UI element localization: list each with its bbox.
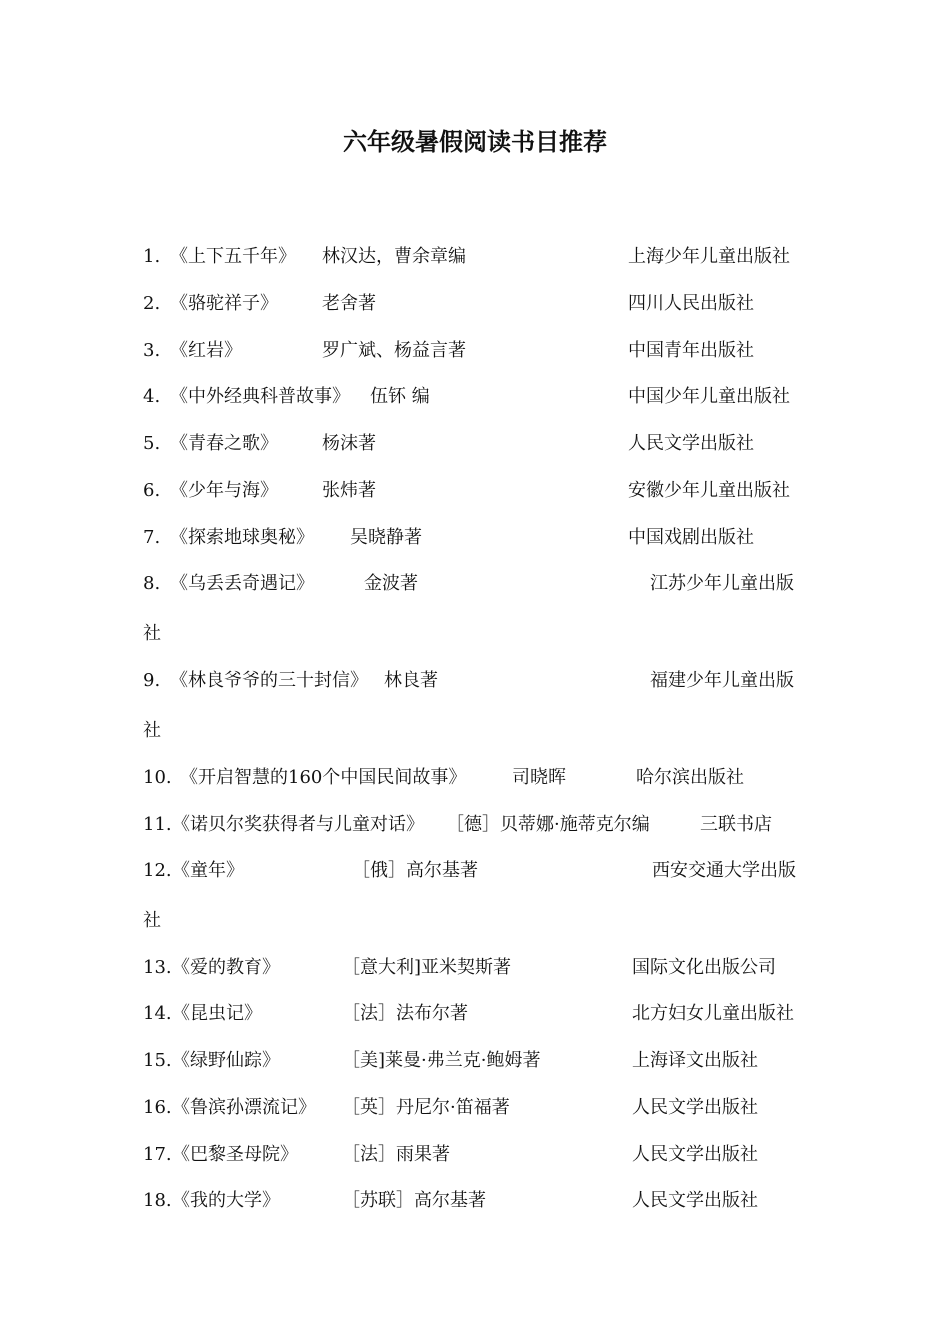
- book-number: 3.: [143, 340, 161, 361]
- book-number: 7.: [143, 527, 161, 548]
- book-title: 《上下五千年》: [170, 246, 296, 267]
- book-number: 15.: [143, 1050, 172, 1071]
- book-publisher: 人民文学出版社: [632, 1097, 758, 1118]
- book-author: 老舍著: [322, 293, 376, 314]
- book-publisher: 四川人民出版社: [628, 293, 754, 314]
- book-number: 14.: [143, 1003, 172, 1024]
- book-title: 《巴黎圣母院》: [172, 1144, 298, 1165]
- list-item: [0, 999, 950, 1029]
- book-publisher: 人民文学出版社: [628, 433, 754, 454]
- book-number: 16.: [143, 1097, 172, 1118]
- book-number: 9.: [143, 670, 161, 691]
- book-number: 4.: [143, 386, 161, 407]
- book-title: 《昆虫记》: [172, 1003, 262, 1024]
- list-item: [0, 242, 950, 272]
- list-item: [0, 1140, 950, 1170]
- book-publisher: 国际文化出版公司: [632, 957, 776, 978]
- list-item: [0, 666, 950, 696]
- book-number: 8.: [143, 573, 161, 594]
- book-publisher: 福建少年儿童出版: [650, 670, 794, 691]
- book-number: 11.: [143, 814, 172, 835]
- book-number: 17.: [143, 1144, 172, 1165]
- list-item: [0, 429, 950, 459]
- book-author: ［苏联］高尔基著: [342, 1190, 486, 1211]
- book-title: 《中外经典科普故事》: [170, 386, 350, 407]
- book-number: 18.: [143, 1190, 172, 1211]
- list-item: [0, 953, 950, 983]
- list-item: [0, 523, 950, 553]
- book-title: 《童年》: [172, 860, 244, 881]
- book-publisher: 北方妇女儿童出版社: [632, 1003, 794, 1024]
- book-title: 《绿野仙踪》: [172, 1050, 280, 1071]
- book-author: ［英］丹尼尔·笛福著: [342, 1097, 510, 1118]
- book-author: ［法］法布尔著: [342, 1003, 468, 1024]
- book-publisher: 上海译文出版社: [632, 1050, 758, 1071]
- book-publisher: 中国少年儿童出版社: [628, 386, 790, 407]
- book-author: 司晓晖: [512, 767, 566, 788]
- book-author: 吴晓静著: [350, 527, 422, 548]
- book-author: ［意大利]亚米契斯著: [342, 957, 512, 978]
- list-item: [0, 1093, 950, 1123]
- list-item: [0, 569, 950, 599]
- book-author: 杨沫著: [322, 433, 376, 454]
- book-title: 《鲁滨孙漂流记》: [172, 1097, 316, 1118]
- list-item: [0, 856, 950, 886]
- book-number: 6.: [143, 480, 161, 501]
- book-title: 《青春之歌》: [170, 433, 278, 454]
- book-number: 12.: [143, 860, 172, 881]
- book-title: 《我的大学》: [172, 1190, 280, 1211]
- book-title: 《爱的教育》: [172, 957, 280, 978]
- page-title: 六年级暑假阅读书目推荐: [343, 128, 607, 156]
- book-author: 林汉达，曹余章编: [322, 246, 466, 267]
- book-author: 金波著: [364, 573, 418, 594]
- book-publisher: 安徽少年儿童出版社: [628, 480, 790, 501]
- list-item: [0, 810, 950, 840]
- book-title: 《骆驼祥子》: [170, 293, 278, 314]
- book-publisher: 三联书店: [700, 814, 772, 835]
- book-author: ［德］贝蒂娜·施蒂克尔编: [446, 814, 650, 835]
- list-item: [0, 336, 950, 366]
- book-publisher-continuation: 社: [143, 623, 161, 644]
- book-title: 《红岩》: [170, 340, 242, 361]
- book-author: 林良著: [384, 670, 438, 691]
- book-publisher: 中国戏剧出版社: [628, 527, 754, 548]
- book-publisher: 哈尔滨出版社: [636, 767, 744, 788]
- list-item: [0, 1186, 950, 1216]
- book-title: 《乌丢丢奇遇记》: [170, 573, 314, 594]
- book-title: 《探索地球奥秘》: [170, 527, 314, 548]
- book-publisher: 西安交通大学出版: [652, 860, 796, 881]
- book-publisher: 中国青年出版社: [628, 340, 754, 361]
- book-number: 13.: [143, 957, 172, 978]
- book-publisher-continuation: 社: [143, 910, 161, 931]
- book-publisher: 人民文学出版社: [632, 1144, 758, 1165]
- book-publisher: 人民文学出版社: [632, 1190, 758, 1211]
- book-publisher-continuation: 社: [143, 720, 161, 741]
- book-title: 《开启智慧的160个中国民间故事》: [180, 767, 467, 788]
- list-item: [0, 1046, 950, 1076]
- list-item: [0, 382, 950, 412]
- list-item: [0, 289, 950, 319]
- book-author: 张炜著: [322, 480, 376, 501]
- book-title: 《诺贝尔奖获得者与儿童对话》: [172, 814, 424, 835]
- book-number: 2.: [143, 293, 161, 314]
- book-author: 罗广斌、杨益言著: [322, 340, 466, 361]
- book-number: 10.: [143, 767, 172, 788]
- book-author: ［法］雨果著: [342, 1144, 450, 1165]
- book-title: 《少年与海》: [170, 480, 278, 501]
- book-author: 伍钚 编: [370, 386, 430, 407]
- book-author: ［俄］高尔基著: [352, 860, 478, 881]
- book-number: 5.: [143, 433, 161, 454]
- book-author: ［美]莱曼·弗兰克·鲍姆著: [342, 1050, 541, 1071]
- book-title: 《林良爷爷的三十封信》: [170, 670, 368, 691]
- list-item: [0, 763, 950, 793]
- book-number: 1.: [143, 246, 161, 267]
- book-publisher: 江苏少年儿童出版: [650, 573, 794, 594]
- list-item: [0, 476, 950, 506]
- book-publisher: 上海少年儿童出版社: [628, 246, 790, 267]
